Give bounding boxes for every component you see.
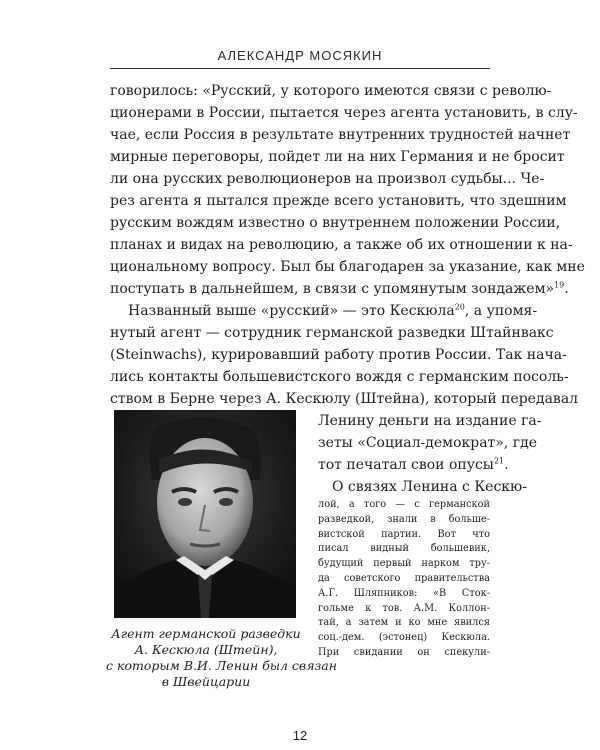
photo-caption-line: в Швейцарии [161, 674, 251, 689]
text-line: да советского правительства [318, 573, 490, 584]
text-line: вистской партии. Вот что [318, 528, 490, 540]
footnote-ref: 21 [493, 456, 505, 466]
text-line: разведкой, знали в больше- [318, 513, 490, 525]
text-line: говорилось: «Русский, у которого имеются связи с револю- [110, 83, 552, 99]
text-line: рез агента я пытался прежде всего установить, что здешним [110, 193, 567, 209]
text-line: зеты «Социал-демократ», где [318, 435, 538, 451]
text-line: ством в Берне через А. Кескюлу (Штейна), который передавал [110, 391, 579, 407]
text-line: гольме к тов. А.М. Коллон- [318, 602, 490, 614]
text-line: соц.-дем. (эстонец) Кескюла. [318, 632, 490, 644]
text-line: писал видный большевик, [318, 543, 490, 555]
text-line: При свидании он спекули- [318, 647, 490, 658]
text-line: ли она русских революционеров на произвол судьбы... Че- [110, 171, 545, 187]
text-line: нутый агент — сотрудник германской разведки Штайнвакс [110, 325, 554, 341]
text-line: поступать в дальнейшем, в связи с упомянутым зондажем»$^{19}$. [110, 280, 569, 297]
footnote-ref: 20 [454, 302, 465, 312]
text-line: ционерами в России, пытается через агента установить, в слу- [110, 105, 578, 121]
text-line: будущий первый нарком тру- [318, 558, 490, 570]
text-line: чае, если Россия в результате внутренних трудностей начнет [110, 127, 571, 143]
portrait-photo [114, 410, 296, 618]
photo-caption-line: с которым В.И. Ленин был связан [106, 658, 337, 673]
text-line: лой, а того — с германской [318, 499, 490, 510]
text-line: мирные переговоры, пойдет ли на них Германия и не бросит [110, 149, 565, 165]
text-line: Ленину деньги на издание га- [318, 413, 542, 429]
text-line: планах и видах на революцию, а также об их отношении к на- [110, 237, 573, 253]
text-line: А.Г. Шляпников: «В Сток- [318, 587, 490, 599]
footnote-ref: 19 [554, 280, 565, 290]
text-line: тот печатал свои опусы$^{21}$. [318, 456, 509, 473]
text-line: О связях Ленина с Кескю- [332, 479, 527, 495]
header-rule [110, 68, 490, 69]
text-line: тай, а затем и ко мне явился [318, 617, 490, 629]
photo-caption-line: А. Кескюла (Штейн), [134, 642, 278, 657]
text-line: Названный выше «русский» — это Кескюла$^{20}$, а упомя- [128, 302, 538, 319]
photo-caption-line: Агент германской разведки [111, 626, 301, 641]
running-head: АЛЕКСАНДР МОСЯКИН [217, 48, 383, 63]
text-line: лись контакты большевистского вождя с германским посоль- [110, 369, 569, 385]
page-number: 12 [292, 728, 308, 743]
text-line: циональному вопросу. Был бы благодарен за указание, как мне [110, 259, 585, 275]
text-line: (Steinwachs), курировавший работу против России. Так нача- [110, 347, 567, 363]
text-line: русским вождям известно о внутреннем положении России, [110, 215, 561, 231]
